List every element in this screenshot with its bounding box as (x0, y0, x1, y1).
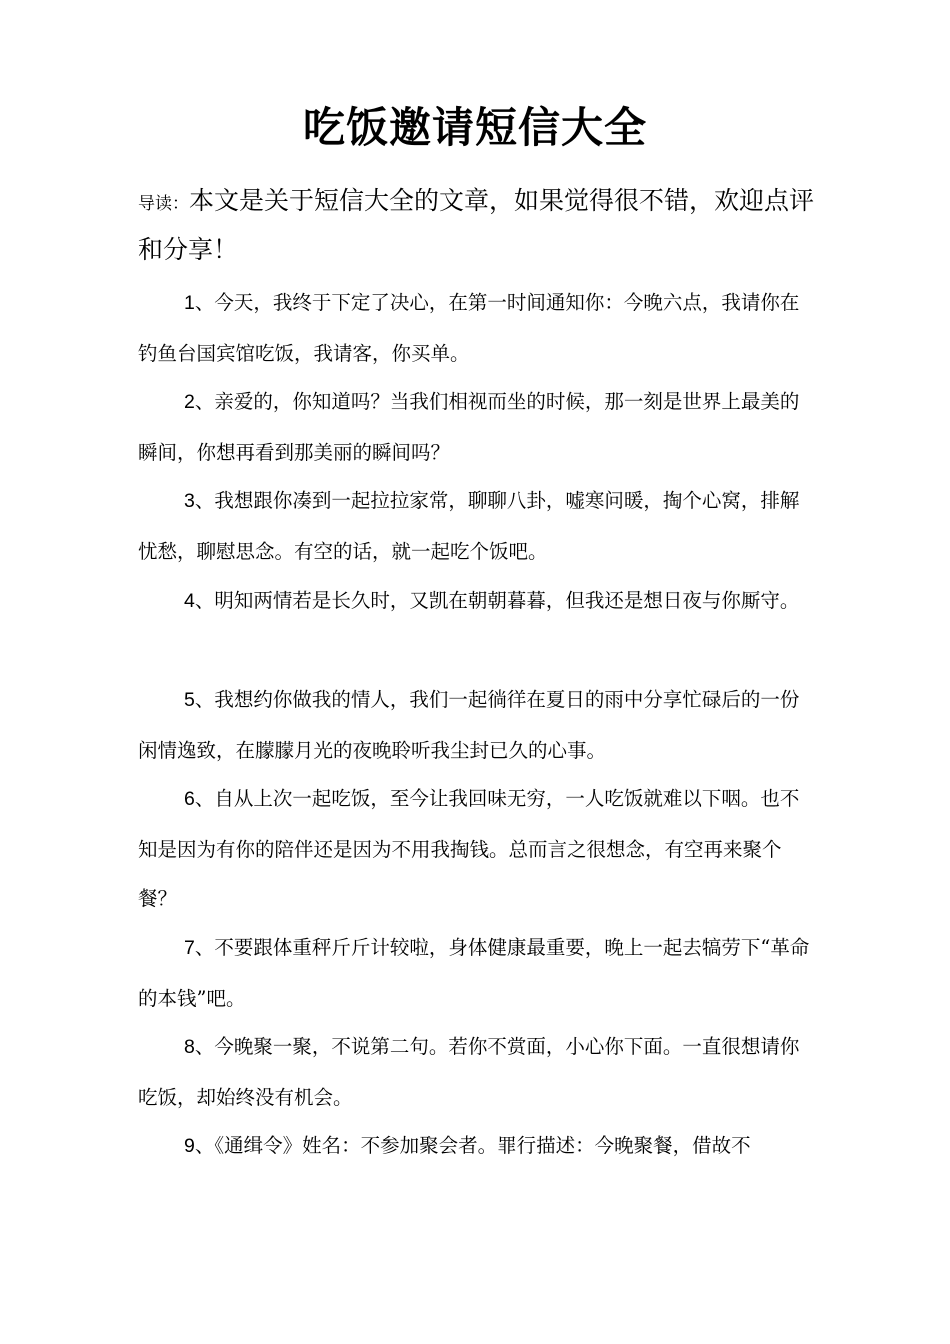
paragraph-text: 、我想约你做我的情人，我们一起徜徉在夏日的雨中分享忙碌后的一份闲情逸致，在朦朦月光的夜晚聆听我尘封已久的心事。 (138, 688, 800, 762)
paragraph-number: 4 (184, 590, 195, 612)
paragraph-7 (138, 923, 818, 1023)
paragraph-text: 、今晚聚一聚，不说第二句。若你不赏面，小心你下面。一直很想请你吃饭，却始终没有机会。 (138, 1035, 800, 1109)
paragraph-number: 5 (184, 689, 195, 711)
paragraph-text: 、自从上次一起吃饭，至今让我回味无穷，一人吃饭就难以下咽。也不知是因为有你的陪伴还是因为不用我掏钱。总而言之很想念，有空再来聚个餐？ (138, 787, 800, 910)
paragraph-8 (138, 1022, 818, 1122)
intro-label: 导读： (138, 194, 189, 214)
paragraph-text: 、明知两情若是长久时，又凯在朝朝暮暮，但我还是想日夜与你厮守。 (194, 589, 800, 612)
paragraph-6 (138, 774, 818, 924)
document-title: 吃饭邀请短信大全 (302, 103, 647, 152)
paragraph-2 (138, 377, 818, 477)
paragraph-number: 8 (184, 1036, 195, 1058)
paragraph-1 (138, 278, 818, 378)
paragraph-5 (138, 675, 818, 775)
paragraph-9 (138, 1121, 818, 1172)
paragraph-text: 、亲爱的，你知道吗？当我们相视而坐的时候，那一刻是世界上最美的瞬间，你想再看到那美丽的瞬间吗？ (138, 390, 800, 464)
intro-text: 本文是关于短信大全的文章，如果觉得很不错，欢迎点评和分享！ (138, 186, 815, 264)
paragraph-number: 7 (184, 937, 195, 959)
paragraph-number: 9 (184, 1135, 195, 1157)
paragraph-number: 3 (184, 490, 195, 512)
paragraph-4 (138, 576, 818, 627)
paragraph-text: 、今天，我终于下定了决心，在第一时间通知你：今晚六点，我请你在钓鱼台国宾馆吃饭，我请客，你买单。 (138, 291, 800, 365)
paragraph-text: 、我想跟你凑到一起拉拉家常，聊聊八卦，嘘寒问暖，掏个心窝，排解忧愁，聊慰思念。有空的话，就一起吃个饭吧。 (138, 489, 800, 563)
paragraph-number: 1 (184, 292, 195, 314)
paragraph-number: 2 (184, 391, 195, 413)
paragraph-number: 6 (184, 788, 195, 810)
paragraph-3 (138, 476, 818, 576)
intro-paragraph (138, 178, 818, 273)
paragraph-text: 、不要跟体重秤斤斤计较啦，身体健康最重要，晚上一起去犒劳下“革命的本钱”吧。 (138, 936, 810, 1010)
paragraph-text: 、《通缉令》姓名：不参加聚会者。罪行描述：今晚聚餐，借故不 (194, 1134, 751, 1157)
